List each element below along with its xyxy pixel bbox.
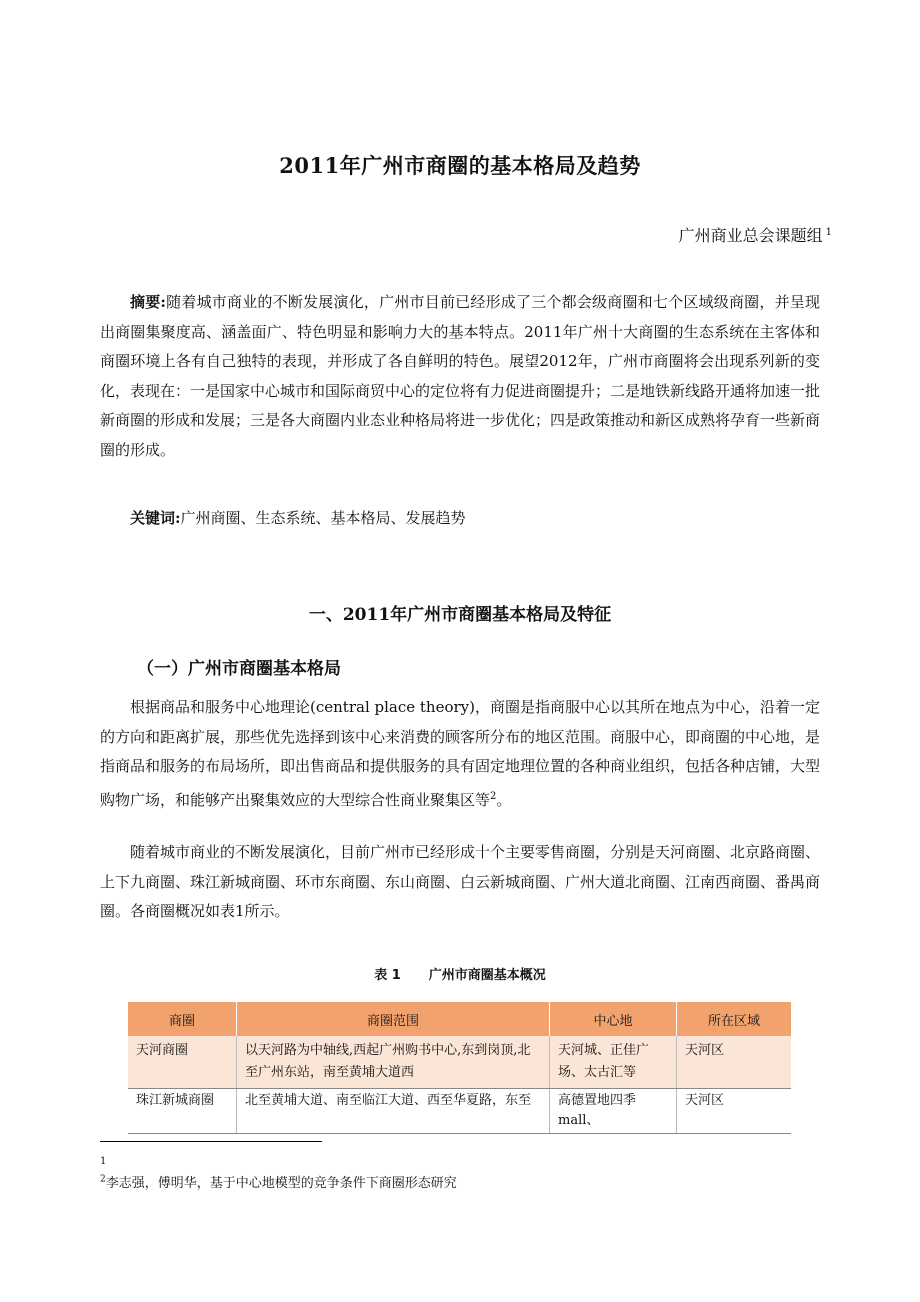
table-row bbox=[128, 1036, 791, 1089]
keywords-text: 广州商圈、生态系统、基本格局、发展趋势 bbox=[180, 509, 466, 527]
keywords-label: 关键词: bbox=[130, 509, 181, 527]
table-cell: 天河城、正佳广场、太古汇等 bbox=[550, 1036, 677, 1089]
footnote-1: 1 bbox=[100, 1156, 107, 1167]
table-caption-text: 广州市商圈基本概况 bbox=[428, 968, 546, 983]
abstract-text: 随着城市商业的不断发展演化，广州市目前已经形成了三个都会级商圈和七个区域级商圈，并呈现出商圈集聚度高、涵盖面广、特色明显和影响力大的基本特点。2011年广州十大商圈的生态系统在主客体和商圈环境上各有自己独特的表现，并形成了各自鲜明的特色。展望2012年，广州市商圈将会出现系列新的变化，表现在：一是国家中心城市和国际商贸中心的定位将有力促进商圈提升；二是地铁新线路开通将加速一批新商圈的形成和发展；三是各大商圈内业态业种格局将进一步优化；四是政策推动和新区成熟将孕育一些新商圈的形成。 bbox=[100, 293, 821, 459]
abstract-label: 摘要: bbox=[130, 293, 166, 311]
section-heading: 一、2011年广州市商圈基本格局及特征 bbox=[308, 605, 612, 625]
abstract-paragraph bbox=[100, 288, 820, 465]
subsection-heading: （一）广州市商圈基本格局 bbox=[137, 659, 341, 679]
body-paragraph-1 bbox=[100, 693, 820, 815]
table-cell: 天河区 bbox=[677, 1036, 792, 1089]
keywords-paragraph bbox=[100, 504, 820, 534]
table-cell: 北至黄埔大道、南至临江大道、西至华夏路，东至 bbox=[237, 1089, 550, 1134]
footnote-2-mark: 2 bbox=[100, 1174, 106, 1185]
business-district-table bbox=[128, 1002, 791, 1134]
author-name: 广州商业总会课题组 bbox=[678, 226, 823, 245]
table-cell: 以天河路为中轴线,西起广州购书中心,东到岗顶,北至广州东站，南至黄埔大道西 bbox=[237, 1036, 550, 1089]
table-header-cell: 所在区域 bbox=[677, 1002, 792, 1036]
footnote-2 bbox=[100, 1172, 457, 1191]
document-title: 2011年广州市商圈的基本格局及趋势 bbox=[279, 153, 641, 178]
table-caption bbox=[0, 964, 920, 983]
body-paragraph-2: 随着城市商业的不断发展演化，目前广州市已经形成十个主要零售商圈，分别是天河商圈、北京路商圈、上下九商圈、珠江新城商圈、环市东商圈、东山商圈、白云新城商圈、广州大道北商圈、江南西商圈、番禺商圈。各商圈概况如表1所示。 bbox=[100, 843, 821, 920]
sentence-end: 。 bbox=[496, 790, 512, 809]
table-caption-number: 表 1 bbox=[374, 968, 401, 983]
table-cell: 珠江新城商圈 bbox=[128, 1089, 237, 1134]
table-cell: 天河商圈 bbox=[128, 1036, 237, 1089]
table-header-row bbox=[128, 1002, 791, 1036]
table-header-cell: 商圈 bbox=[128, 1002, 237, 1036]
footnote-2-text: 李志强，傅明华，基于中心地模型的竞争条件下商圈形态研究 bbox=[105, 1176, 457, 1191]
body-paragraph-1-text: 根据商品和服务中心地理论(central place theory)，商圈是指商服中心以其所在地点为中心，沿着一定的方向和距离扩展，那些优先选择到该中心来消费的顾客所分布的地区范围。商服中心，即商圈的中心地，是指商品和服务的布局场所，即出售商品和提供服务的具有固定地理位置的各种商业组织，包括各种店铺，大型购物广场，和能够产出聚集效应的大型综合性商业聚集区等 bbox=[100, 698, 821, 809]
table-header-cell: 商圈范围 bbox=[237, 1002, 550, 1036]
table-row bbox=[128, 1089, 791, 1134]
table-cell: 天河区 bbox=[677, 1089, 792, 1134]
footnote-ref-2[interactable]: 2 bbox=[490, 790, 497, 802]
table-header-cell: 中心地 bbox=[550, 1002, 677, 1036]
author-line bbox=[679, 223, 832, 246]
footnote-divider bbox=[100, 1141, 322, 1142]
table-cell: 高德置地四季 mall、 bbox=[550, 1089, 677, 1134]
author-footnote-ref[interactable]: 1 bbox=[825, 226, 832, 238]
